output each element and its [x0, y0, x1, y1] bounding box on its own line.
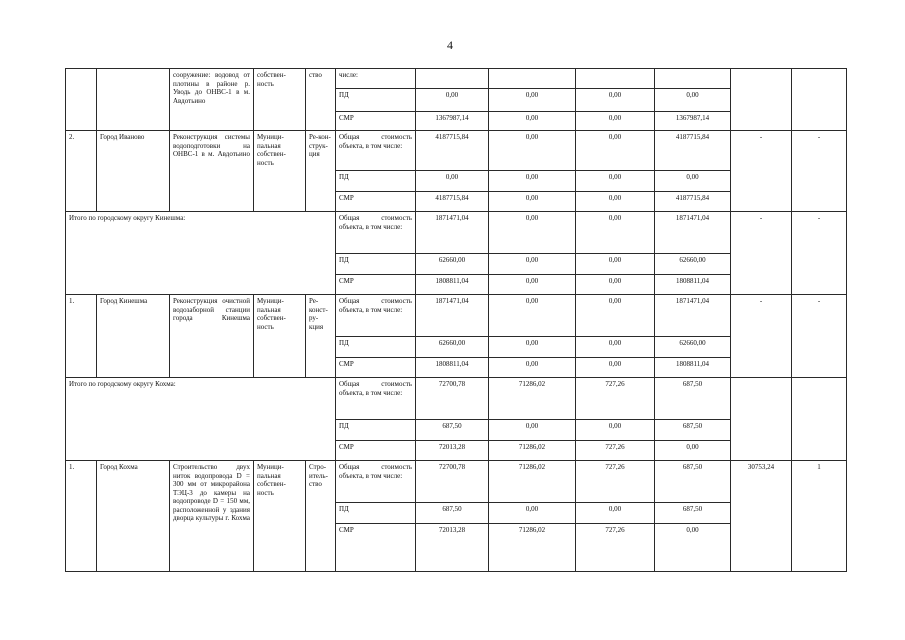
work-type-cell: Стро-итель-ство — [306, 461, 336, 572]
page-number: 4 — [447, 38, 453, 52]
table-row: СМР 4187715,84 0,00 0,00 4187715,84 — [66, 192, 847, 212]
table-row — [66, 69, 847, 89]
row-label: ПД — [336, 503, 416, 524]
table-row: СМР 1808811,04 0,00 0,00 1808811,04 — [66, 275, 847, 295]
table-row: СМР 72013,28 71286,02 727,26 0,00 — [66, 524, 847, 572]
work-type-cell: ство — [306, 69, 336, 131]
table-row: Итого по городскому округу Кохма: Общая стоимость объекта, в том числе: 72700,78 71286,02 727,26 687,50 — [66, 378, 847, 420]
row-label: ПД — [336, 420, 416, 441]
object-cell: Строительство двух ниток водопровода D = 300 мм от микрорайона ТЭЦ-3 до камеры на водопроводе D = 150 мм, расположенной у здания дворца культуры г. Кохма — [170, 461, 254, 572]
ownership-cell: Муници-пальная собствен-ность — [254, 295, 306, 378]
table-row: ПД 62660,00 0,00 0,00 62660,00 — [66, 337, 847, 358]
row-label: СМР — [336, 275, 416, 295]
financing-table — [65, 68, 847, 572]
row-label: СМР — [336, 358, 416, 378]
row-label: ПД — [336, 171, 416, 192]
row-label: СМР — [336, 112, 416, 131]
city-cell: Город Кохма — [97, 461, 170, 572]
row-label: ПД — [336, 89, 416, 112]
row-label: Общая стоимость объекта, в том числе: — [336, 461, 416, 503]
table-row: Итого по городскому округу Кинешма: Общая стоимость объекта, в том числе: 1871471,04 0,00 0,00 1871471,04 - - — [66, 212, 847, 254]
row-label: Общая стоимость объекта, в том числе: — [336, 131, 416, 171]
subtotal-title: Итого по городскому округу Кинешма: — [66, 212, 336, 295]
table-row: ПД 62660,00 0,00 0,00 62660,00 — [66, 254, 847, 275]
table-row: ПД 687,50 0,00 0,00 687,50 — [66, 420, 847, 441]
table-row: СМР 1367987,14 0,00 0,00 1367987,14 — [66, 112, 847, 131]
table-row: 2. Город Иваново Реконструкция системы водоподготовки на ОНВС-1 в м. Авдотьино Муници-пальная собствен-ность Ре-кон-струк-ция Общая стоимость объекта, в том числе: 4187715,84 0,00 0,00 4187715,84 - - — [66, 131, 847, 171]
row-label: СМР — [336, 441, 416, 461]
table-row: СМР 1808811,04 0,00 0,00 1808811,04 — [66, 358, 847, 378]
ownership-cell: Муници-пальная собствен-ность — [254, 461, 306, 572]
city-cell: Город Кинешма — [97, 295, 170, 378]
row-label: Общая стоимость объекта, в том числе: — [336, 295, 416, 337]
object-cell: Реконструкция очистной водозаборной станции города Кинешма — [170, 295, 254, 378]
ownership-cell: Муници-пальная собствен-ность — [254, 131, 306, 212]
row-label: Общая стоимость объекта, в том числе: — [336, 212, 416, 254]
table-row: 1. Город Кохма Строительство двух ниток водопровода D = 300 мм от микрорайона ТЭЦ-3 до камеры на водопроводе D = 150 мм, расположенной у здания дворца культуры г. Кохма Муници-пальная собствен-ность Стро-итель-ство Общая стоимость объекта, в том числе: 72700,78 71286,02 727,26 687,50 30753,24 1 — [66, 461, 847, 503]
object-cell: сооружение: водовод от плотины в районе р. Уводь до ОНВС-1 в м. Авдотьино — [170, 69, 254, 131]
table-row: 1. Город Кинешма Реконструкция очистной водозаборной станции города Кинешма Муници-пальная собствен-ность Ре-конст-ру-кция Общая стоимость объекта, в том числе: 1871471,04 0,00 0,00 1871471,04 - - — [66, 295, 847, 337]
row-number: 1. — [66, 295, 97, 378]
table-row: СМР 72013,28 71286,02 727,26 0,00 — [66, 441, 847, 461]
row-label: ПД — [336, 337, 416, 358]
ownership-cell: собствен-ность — [254, 69, 306, 131]
subtotal-title: Итого по городскому округу Кохма: — [66, 378, 336, 461]
row-label: СМР — [336, 192, 416, 212]
object-cell: Реконструкция системы водоподготовки на ОНВС-1 в м. Авдотьино — [170, 131, 254, 212]
row-label: Общая стоимость объекта, в том числе: — [336, 378, 416, 420]
city-cell: Город Иваново — [97, 131, 170, 212]
work-type-cell: Ре-кон-струк-ция — [306, 131, 336, 212]
row-label: числе: — [336, 69, 416, 89]
row-label: СМР — [336, 524, 416, 572]
table-row: ПД 0,00 0,00 0,00 0,00 — [66, 89, 847, 112]
table-row: ПД 0,00 0,00 0,00 0,00 — [66, 171, 847, 192]
work-type-cell: Ре-конст-ру-кция — [306, 295, 336, 378]
row-number: 1. — [66, 461, 97, 572]
row-number: 2. — [66, 131, 97, 212]
table-row: ПД 687,50 0,00 0,00 687,50 — [66, 503, 847, 524]
row-label: ПД — [336, 254, 416, 275]
